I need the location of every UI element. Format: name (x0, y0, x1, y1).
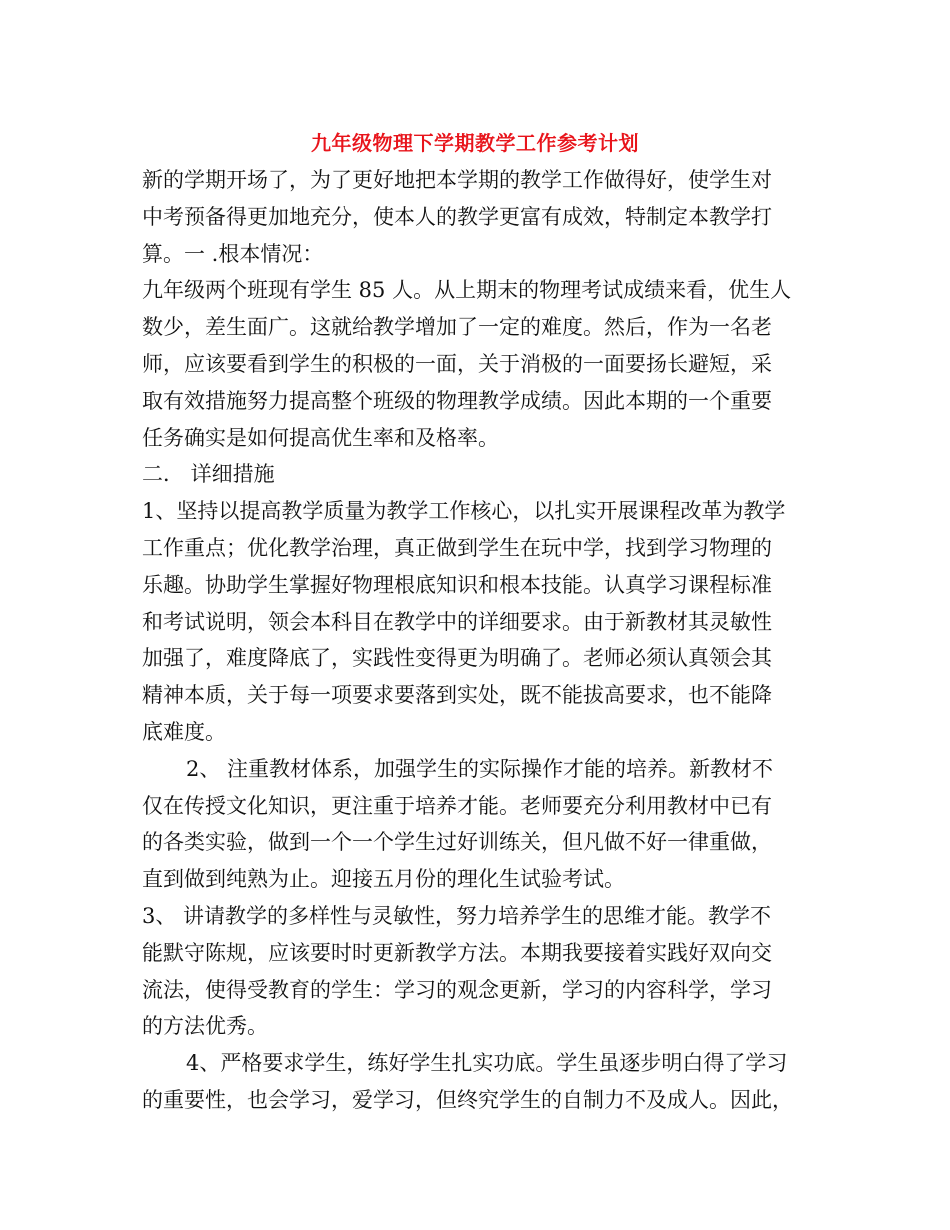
text-line: 3、 讲请教学的多样性与灵敏性，努力培养学生的思维才能。教学不 (142, 903, 772, 928)
text-line: 和考试说明，领会本科目在教学中的详细要求。由于新教材其灵敏性 (142, 609, 772, 634)
text-line: 能默守陈规，应该要时时更新教学方法。本期我要接着实践好双向交 (142, 940, 772, 965)
text-line: 流法，使得受教育的学生：学习的观念更新，学习的内容科学，学习 (142, 977, 772, 1002)
text-line: 的各类实验，做到一个一个学生过好训练关，但凡做不好一律重做， (142, 830, 772, 855)
text-line: 加强了，难度降底了，实践性变得更为明确了。老师必须认真领会其 (142, 646, 772, 671)
text-line: 九年级两个班现有学生 85 人。从上期末的物理考试成绩来看，优生人 (142, 278, 792, 303)
text-line: 的方法优秀。 (142, 1014, 268, 1039)
text-line: 1、坚持以提高教学质量为教学工作核心，以扎实开展课程改革为教学 (142, 499, 786, 524)
text-line: 精神本质，关于每一项要求要落到实处，既不能拔高要求，也不能降 (142, 683, 772, 708)
text-line: 乐趣。协助学生掌握好物理根底知识和根本技能。认真学习课程标准 (142, 572, 772, 597)
text-line: 4、严格要求学生，练好学生扎实功底。学生虽逐步明白得了学习 (186, 1051, 788, 1076)
text-line: 直到做到纯熟为止。迎接五月份的理化生试验考试。 (142, 867, 625, 892)
text-line: 数少，差生面广。这就给教学增加了一定的难度。然后，作为一名老 (142, 315, 772, 340)
text-line: 新的学期开场了，为了更好地把本学期的教学工作做得好，使学生对 (142, 168, 772, 192)
text-line: 2、 注重教材体系，加强学生的实际操作才能的培养。新教材不 (186, 756, 774, 781)
text-line: 中考预备得更加地充分，使本人的教学更富有成效，特制定本教学打 (142, 204, 772, 229)
text-line: 任务确实是如何提高优生率和及格率。 (142, 425, 499, 450)
text-line: 取有效措施努力提高整个班级的物理教学成绩。因此本期的一个重要 (142, 388, 772, 413)
text-line: 底难度。 (142, 719, 226, 744)
document-body (142, 162, 828, 1119)
text-line: 仅在传授文化知识，更注重于培养才能。老师要充分利用教材中已有 (142, 793, 772, 818)
text-line: 二． 详细措施 (142, 462, 275, 487)
text-line: 工作重点；优化教学治理，真正做到学生在玩中学，找到学习物理的 (142, 535, 772, 560)
text-line: 的重要性，也会学习，爱学习，但终究学生的自制力不及成人。因此， (142, 1087, 793, 1112)
text-line: 师，应该要看到学生的积极的一面，关于消极的一面要扬长避短，采 (142, 351, 772, 376)
text-line: 算。一 .根本情况： (142, 241, 324, 266)
document-title: 九年级物理下学期教学工作参考计划 (311, 131, 639, 155)
